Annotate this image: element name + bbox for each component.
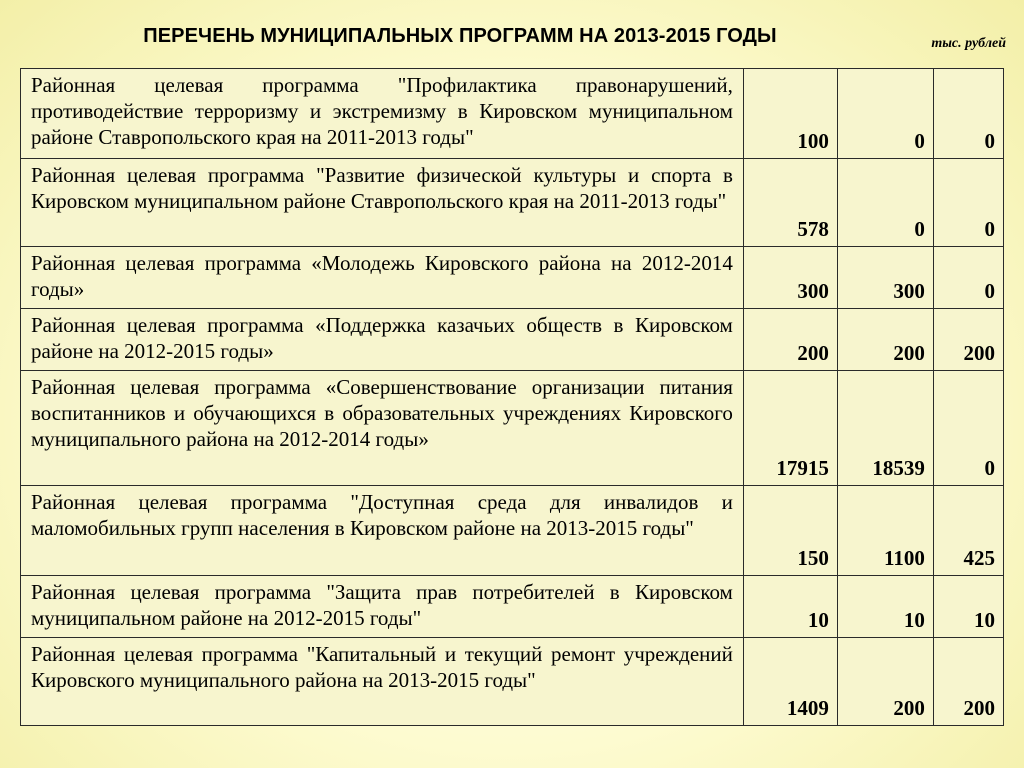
value-2015: 200 [933,638,1003,726]
table-row [21,638,1004,726]
program-name: Районная целевая программа «Совершенствование организации питания воспитанников и обучающихся в образовательных учреждениях Кировского муниципального района на 2012-2014 годы» [21,371,744,486]
value-2013: 578 [743,159,837,247]
program-name: Районная целевая программа "Развитие физической культуры и спорта в Кировском муниципальном районе Ставропольского края на 2011-2013 годы" [21,159,744,247]
value-2013: 200 [743,309,837,371]
page-title: ПЕРЕЧЕНЬ МУНИЦИПАЛЬНЫХ ПРОГРАММ НА 2013-2015 ГОДЫ [143,25,777,47]
value-2013: 300 [743,247,837,309]
value-2013: 1409 [743,638,837,726]
value-2014: 1100 [837,486,933,576]
value-2015: 425 [933,486,1003,576]
table-row [21,247,1004,309]
value-2015: 0 [933,69,1003,159]
value-2013: 150 [743,486,837,576]
value-2015: 10 [933,576,1003,638]
program-name: Районная целевая программа «Поддержка казачьих обществ в Кировском районе на 2012-2015 годы» [21,309,744,371]
unit-label: тыс. рублей [931,36,1006,51]
value-2015: 0 [933,159,1003,247]
table-row [21,486,1004,576]
program-name: Районная целевая программа "Доступная среда для инвалидов и маломобильных групп населения в Кировском районе на 2013-2015 годы" [21,486,744,576]
table-row [21,69,1004,159]
value-2013: 10 [743,576,837,638]
program-name: Районная целевая программа "Профилактика правонарушений, противодействие терроризму и экстремизму в Кировском муниципальном районе Ставропольского края на 2011-2013 годы" [21,69,744,159]
table-row [21,309,1004,371]
value-2014: 200 [837,638,933,726]
value-2014: 200 [837,309,933,371]
value-2013: 17915 [743,371,837,486]
value-2014: 300 [837,247,933,309]
table-row [21,159,1004,247]
programs-table [20,68,1004,726]
program-name: Районная целевая программа «Молодежь Кировского района на 2012-2014 годы» [21,247,744,309]
value-2014: 10 [837,576,933,638]
value-2014: 0 [837,159,933,247]
program-name: Районная целевая программа "Капитальный и текущий ремонт учреждений Кировского муниципального района на 2013-2015 годы" [21,638,744,726]
value-2015: 0 [933,371,1003,486]
value-2013: 100 [743,69,837,159]
table-row [21,371,1004,486]
value-2015: 200 [933,309,1003,371]
program-name: Районная целевая программа "Защита прав потребителей в Кировском муниципальном районе на 2012-2015 годы" [21,576,744,638]
table-row [21,576,1004,638]
value-2015: 0 [933,247,1003,309]
value-2014: 18539 [837,371,933,486]
value-2014: 0 [837,69,933,159]
